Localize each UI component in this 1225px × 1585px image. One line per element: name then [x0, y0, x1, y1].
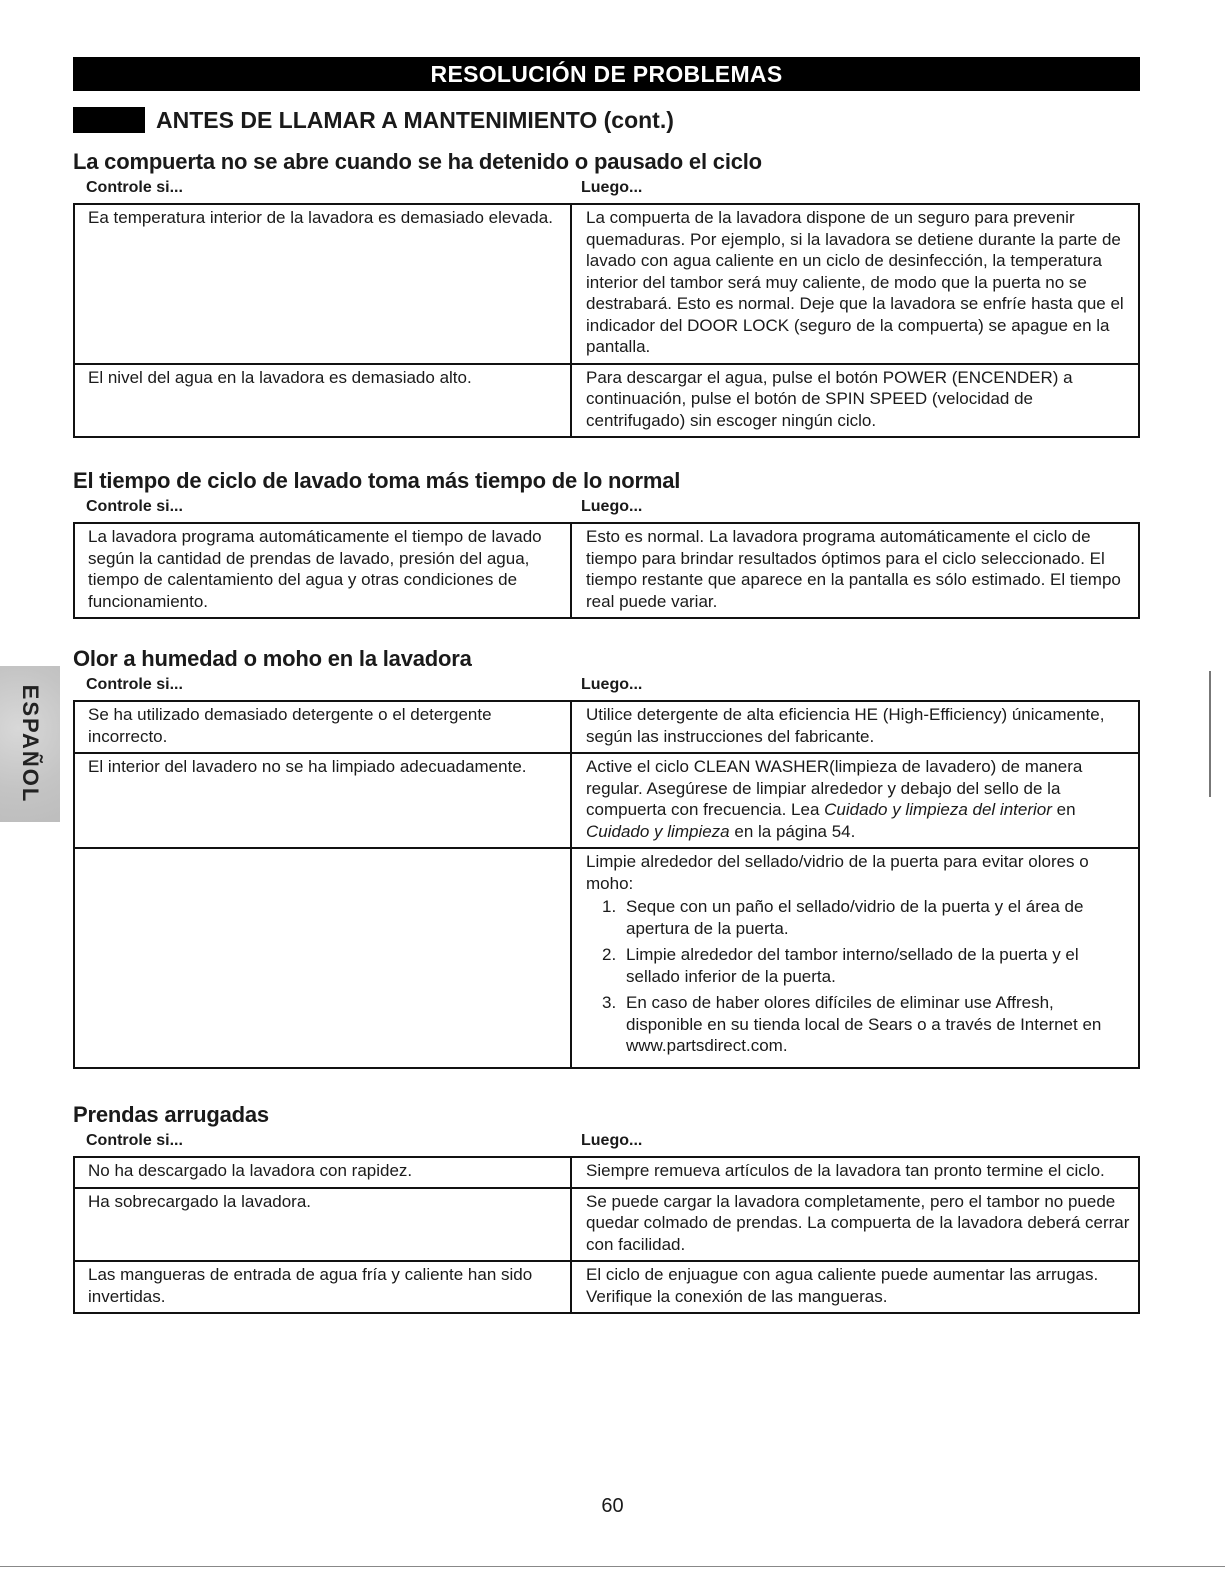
column-headers	[73, 674, 1140, 696]
table-row	[74, 364, 1139, 438]
table-row	[74, 848, 1139, 1068]
section-title: Olor a humedad o moho en la lavadora	[73, 646, 472, 671]
then-cell: Siempre remueva artículos de la lavadora tan pronto termine el ciclo.	[571, 1157, 1139, 1188]
then-cell: Esto es normal. La lavadora programa automáticamente el ciclo de tiempo para brindar resultados óptimos para el ciclo seleccionado. El tiempo restante que aparece en la pantalla es sólo estimado. El tiempo real puede variar.	[571, 523, 1139, 618]
table-row	[74, 1261, 1139, 1313]
page-number: 60	[601, 1495, 624, 1517]
margin-mark	[1209, 671, 1211, 797]
section-wrinkled-clothes	[73, 1101, 1140, 1314]
column-headers	[73, 177, 1140, 199]
reference-link-interior-care: Cuidado y limpieza del interior	[824, 800, 1052, 819]
column-header-check: Controle si...	[86, 498, 183, 515]
column-header-check: Controle si...	[86, 179, 183, 196]
table-row	[74, 701, 1139, 753]
troubleshooting-table	[73, 203, 1140, 438]
section-title: El tiempo de ciclo de lavado toma más tiempo de lo normal	[73, 468, 681, 493]
table-row	[74, 1157, 1139, 1188]
then-text: Active el ciclo CLEAN WASHER(limpieza de lavadero) de manera regular. Asegúrese de limpiar alrededor y debajo del sello de la compuerta con frecuencia. Lea	[586, 757, 1083, 819]
check-cell: Ea temperatura interior de la lavadora es demasiado elevada.	[74, 204, 571, 364]
table-row	[74, 1188, 1139, 1262]
check-cell: No ha descargado la lavadora con rapidez.	[74, 1157, 571, 1188]
table-row	[74, 753, 1139, 848]
step-text: En caso de haber olores difíciles de eliminar use Affresh, disponible en su tienda local de Sears o a través de Internet en www.partsdirect.com.	[626, 993, 1102, 1055]
step-item	[586, 992, 1130, 1057]
column-header-then: Luego...	[581, 179, 643, 196]
step-text: Limpie alrededor del tambor interno/sellado de la puerta y el sellado inferior de la puerta.	[626, 945, 1079, 986]
then-text: en	[1051, 800, 1076, 819]
check-cell: Se ha utilizado demasiado detergente o el detergente incorrecto.	[74, 701, 571, 753]
section-door-wont-open	[73, 148, 1140, 438]
section-long-cycle-time	[73, 467, 1140, 619]
column-header-check: Controle si...	[86, 676, 183, 693]
then-text: en la página 54.	[729, 821, 856, 841]
column-headers	[73, 1130, 1140, 1152]
troubleshooting-table	[73, 522, 1140, 619]
check-cell: El interior del lavadero no se ha limpiado adecuadamente.	[74, 753, 571, 848]
section-musty-odor	[73, 645, 1140, 1069]
then-cell: Utilice detergente de alta eficiencia HE (High-Efficiency) únicamente, según las instrucciones del fabricante.	[571, 701, 1139, 753]
step-item	[586, 896, 1130, 939]
column-header-then: Luego...	[581, 676, 643, 693]
then-cell: Para descargar el agua, pulse el botón POWER (ENCENDER) a continuación, pulse el botón de SPIN SPEED (velocidad de centrifugado) sin escoger ningún ciclo.	[571, 364, 1139, 438]
steps-list	[586, 896, 1130, 1057]
then-cell: El ciclo de enjuague con agua caliente puede aumentar las arrugas. Verifique la conexión de las mangueras.	[571, 1261, 1139, 1313]
step-text: Seque con un paño el sellado/vidrio de la puerta y el área de apertura de la puerta.	[626, 897, 1084, 938]
step-item	[586, 944, 1130, 987]
check-cell-empty	[74, 848, 571, 1068]
check-cell: El nivel del agua en la lavadora es demasiado alto.	[74, 364, 571, 438]
troubleshooting-table	[73, 1156, 1140, 1314]
table-row	[74, 204, 1139, 364]
language-side-tab	[0, 666, 60, 822]
page-banner: RESOLUCIÓN DE PROBLEMAS	[73, 57, 1140, 91]
check-cell: La lavadora programa automáticamente el tiempo de lavado según la cantidad de prendas de lavado, presión del agua, tiempo de calentamiento del agua y otras condiciones de funcionamiento.	[74, 523, 571, 618]
column-header-check: Controle si...	[86, 1132, 183, 1149]
step-number: 2.	[602, 945, 617, 964]
reference-link-care-cleaning: Cuidado y limpieza	[586, 821, 730, 841]
then-cell: La compuerta de la lavadora dispone de un seguro para prevenir quemaduras. Por ejemplo, si la lavadora se detiene durante la parte de lavado con agua caliente en un ciclo de desinfección, la temperatura interior del tambor será muy caliente, de modo que la puerta no se destrabará. Esto es normal. Deje que la lavadora se enfríe hasta que el indicador del DOOR LOCK (seguro de la compuerta) se apague en la pantalla.	[571, 204, 1139, 364]
column-headers	[73, 496, 1140, 518]
check-cell: Las mangueras de entrada de agua fría y caliente han sido invertidas.	[74, 1261, 571, 1313]
step-number: 1.	[602, 897, 617, 916]
troubleshooting-table	[73, 700, 1140, 1069]
step-number: 3.	[602, 993, 617, 1012]
then-cell: Se puede cargar la lavadora completamente, pero el tambor no puede quedar colmado de prendas. La compuerta de la lavadora deberá cerrar con facilidad.	[571, 1188, 1139, 1262]
then-intro: Limpie alrededor del sellado/vidrio de la puerta para evitar olores o moho:	[586, 852, 1089, 893]
language-tab-label: ESPAÑOL	[18, 684, 43, 804]
section-title: La compuerta no se abre cuando se ha detenido o pausado el ciclo	[73, 149, 762, 174]
then-cell	[571, 753, 1139, 848]
check-cell: Ha sobrecargado la lavadora.	[74, 1188, 571, 1262]
section-title: Prendas arrugadas	[73, 1102, 269, 1127]
table-row	[74, 523, 1139, 618]
then-cell	[571, 848, 1139, 1068]
subheading-text: ANTES DE LLAMAR A MANTENIMIENTO (cont.)	[156, 107, 674, 133]
column-header-then: Luego...	[581, 1132, 643, 1149]
heading-marker-block	[73, 107, 145, 133]
column-header-then: Luego...	[581, 498, 643, 515]
bottom-rule	[0, 1566, 1225, 1567]
